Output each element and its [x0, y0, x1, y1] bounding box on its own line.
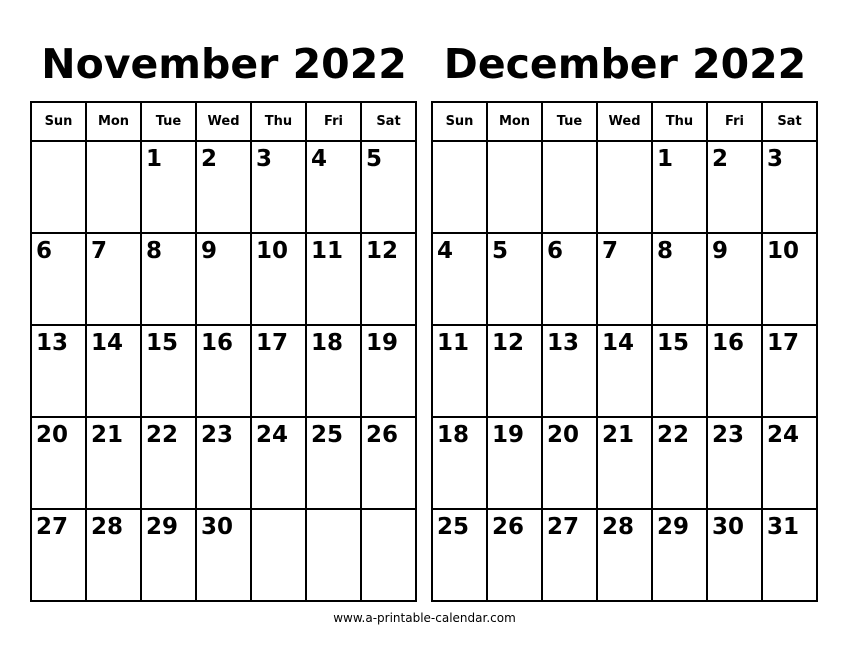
day-number: 25 [437, 514, 470, 540]
day-cell [598, 326, 653, 418]
day-number: 15 [146, 330, 179, 356]
weekday-header: Mon [87, 103, 142, 142]
day-number: 14 [602, 330, 635, 356]
day-cell [763, 234, 818, 326]
day-cell [433, 326, 488, 418]
day-number: 20 [547, 422, 580, 448]
day-number: 8 [657, 238, 674, 264]
day-number: 10 [767, 238, 800, 264]
weekday-header: Mon [488, 103, 543, 142]
day-number: 30 [712, 514, 745, 540]
day-number: 24 [767, 422, 800, 448]
month-title: November 2022 [41, 40, 407, 88]
day-cell [598, 142, 653, 234]
weekday-header: Sat [362, 103, 417, 142]
day-number: 3 [256, 146, 273, 172]
day-cell [763, 510, 818, 602]
day-cell [362, 234, 417, 326]
day-cell [32, 326, 87, 418]
day-cell [488, 142, 543, 234]
day-cell [307, 234, 362, 326]
day-cell [87, 510, 142, 602]
day-number: 21 [91, 422, 124, 448]
day-cell [708, 510, 763, 602]
day-cell [252, 142, 307, 234]
day-number: 14 [91, 330, 124, 356]
day-number: 18 [437, 422, 470, 448]
day-number: 26 [366, 422, 399, 448]
day-cell [543, 142, 598, 234]
day-cell [252, 234, 307, 326]
day-cell [488, 418, 543, 510]
day-cell [32, 418, 87, 510]
day-cell [252, 326, 307, 418]
day-number: 29 [146, 514, 179, 540]
day-cell [708, 142, 763, 234]
day-cell [32, 142, 87, 234]
day-number: 2 [201, 146, 218, 172]
calendar-grid [30, 101, 417, 602]
day-cell [87, 142, 142, 234]
day-number: 12 [366, 238, 399, 264]
day-number: 28 [91, 514, 124, 540]
day-number: 26 [492, 514, 525, 540]
day-number: 10 [256, 238, 289, 264]
day-number: 23 [712, 422, 745, 448]
day-number: 24 [256, 422, 289, 448]
day-cell [362, 142, 417, 234]
day-number: 18 [311, 330, 344, 356]
day-number: 13 [547, 330, 580, 356]
weekday-header: Thu [252, 103, 307, 142]
day-number: 19 [492, 422, 525, 448]
day-cell [543, 234, 598, 326]
day-cell [252, 510, 307, 602]
day-cell [252, 418, 307, 510]
day-cell [433, 142, 488, 234]
day-number: 6 [547, 238, 564, 264]
day-number: 9 [201, 238, 218, 264]
day-cell [87, 326, 142, 418]
day-cell [307, 418, 362, 510]
day-cell [197, 234, 252, 326]
day-cell [543, 418, 598, 510]
day-cell [543, 510, 598, 602]
weekday-header: Thu [653, 103, 708, 142]
day-number: 29 [657, 514, 690, 540]
weekday-header: Sun [433, 103, 488, 142]
day-number: 2 [712, 146, 729, 172]
day-cell [307, 326, 362, 418]
day-cell [433, 234, 488, 326]
weekday-header: Fri [708, 103, 763, 142]
day-cell [362, 510, 417, 602]
day-number: 7 [91, 238, 108, 264]
day-number: 23 [201, 422, 234, 448]
calendar-grid [431, 101, 818, 602]
day-number: 16 [201, 330, 234, 356]
day-number: 11 [437, 330, 470, 356]
day-cell [708, 234, 763, 326]
day-cell [653, 326, 708, 418]
day-cell [362, 418, 417, 510]
day-cell [433, 418, 488, 510]
day-cell [763, 326, 818, 418]
day-number: 28 [602, 514, 635, 540]
weekday-header: Tue [543, 103, 598, 142]
day-number: 15 [657, 330, 690, 356]
day-cell [142, 234, 197, 326]
day-number: 30 [201, 514, 234, 540]
day-cell [543, 326, 598, 418]
day-cell [362, 326, 417, 418]
day-cell [197, 510, 252, 602]
day-cell [197, 326, 252, 418]
day-number: 1 [146, 146, 163, 172]
day-number: 7 [602, 238, 619, 264]
day-number: 3 [767, 146, 784, 172]
weekday-header: Sun [32, 103, 87, 142]
day-number: 21 [602, 422, 635, 448]
day-cell [488, 234, 543, 326]
day-number: 27 [36, 514, 69, 540]
day-number: 12 [492, 330, 525, 356]
day-number: 8 [146, 238, 163, 264]
day-cell [763, 142, 818, 234]
day-cell [653, 234, 708, 326]
day-number: 17 [256, 330, 289, 356]
day-number: 20 [36, 422, 69, 448]
weekday-header: Fri [307, 103, 362, 142]
weekday-header: Wed [197, 103, 252, 142]
day-cell [87, 234, 142, 326]
day-number: 1 [657, 146, 674, 172]
day-cell [653, 418, 708, 510]
day-number: 25 [311, 422, 344, 448]
day-cell [32, 234, 87, 326]
day-number: 22 [657, 422, 690, 448]
day-cell [142, 326, 197, 418]
footer-url: www.a-printable-calendar.com [333, 611, 516, 625]
day-cell [653, 142, 708, 234]
day-cell [708, 326, 763, 418]
day-cell [488, 510, 543, 602]
day-number: 22 [146, 422, 179, 448]
day-number: 19 [366, 330, 399, 356]
day-cell [598, 510, 653, 602]
day-cell [598, 234, 653, 326]
month-title: December 2022 [443, 40, 807, 88]
day-cell [763, 418, 818, 510]
day-cell [142, 142, 197, 234]
day-number: 27 [547, 514, 580, 540]
day-number: 9 [712, 238, 729, 264]
day-cell [433, 510, 488, 602]
day-number: 11 [311, 238, 344, 264]
day-number: 5 [366, 146, 383, 172]
day-cell [142, 510, 197, 602]
day-number: 4 [437, 238, 454, 264]
day-cell [307, 142, 362, 234]
day-number: 6 [36, 238, 53, 264]
day-cell [32, 510, 87, 602]
weekday-header: Sat [763, 103, 818, 142]
day-cell [708, 418, 763, 510]
day-cell [197, 142, 252, 234]
day-cell [142, 418, 197, 510]
day-number: 5 [492, 238, 509, 264]
day-cell [488, 326, 543, 418]
day-number: 17 [767, 330, 800, 356]
day-cell [197, 418, 252, 510]
day-number: 13 [36, 330, 69, 356]
day-number: 4 [311, 146, 328, 172]
day-cell [598, 418, 653, 510]
weekday-header: Tue [142, 103, 197, 142]
day-number: 16 [712, 330, 745, 356]
weekday-header: Wed [598, 103, 653, 142]
day-number: 31 [767, 514, 800, 540]
day-cell [307, 510, 362, 602]
day-cell [87, 418, 142, 510]
day-cell [653, 510, 708, 602]
